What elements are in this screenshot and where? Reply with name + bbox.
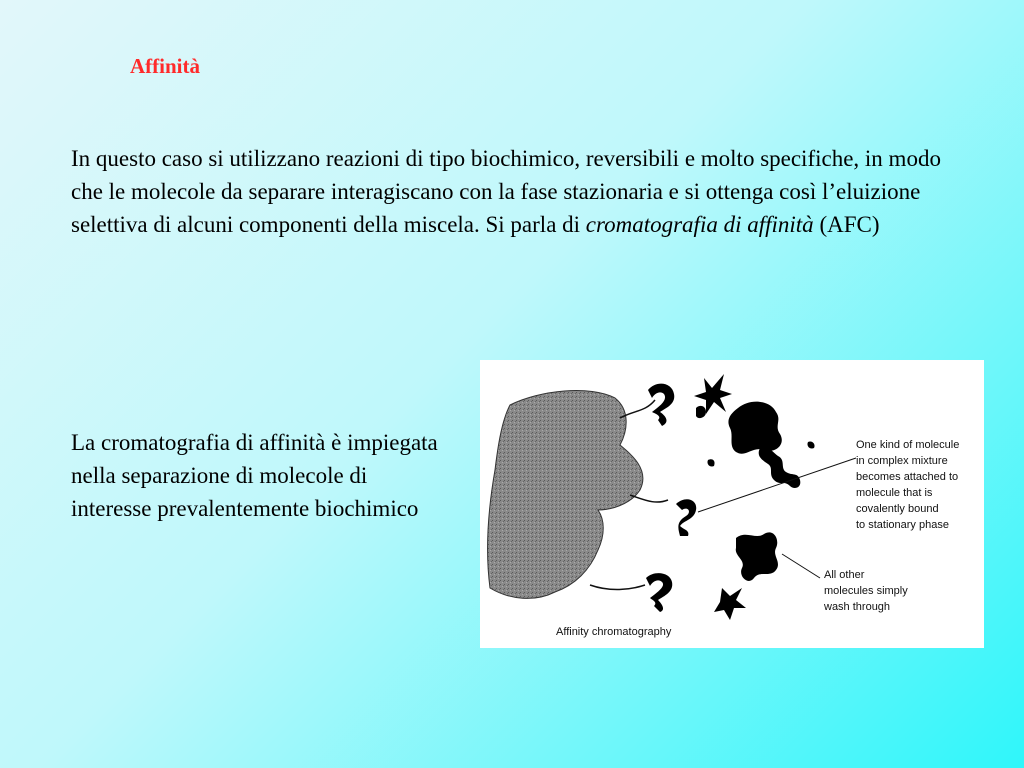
- molecule-star-middle: [736, 532, 778, 581]
- intro-text-end: (AFC): [813, 212, 880, 237]
- molecule-dot-small: [707, 459, 714, 466]
- intro-paragraph: [71, 142, 951, 241]
- affinity-chromatography-figure: [480, 360, 984, 648]
- intro-italic-term: cromatografia di affinità: [585, 212, 814, 237]
- ligand-hook-bottom: [590, 585, 645, 590]
- molecule-large-blob: [728, 402, 781, 454]
- label-other-molecules: All other molecules simply wash through: [824, 569, 908, 613]
- leader-line-others: [782, 554, 820, 578]
- label-bound-molecule: One kind of molecule in complex mixture becomes attached to molecule that is covalently bound to stationary phase: [856, 439, 960, 531]
- ligand-hook-middle: [630, 495, 668, 502]
- molecule-dot-left: [696, 406, 706, 418]
- stationary-phase-bead: [488, 391, 643, 599]
- intro-text-start: In questo caso si utilizzano reazioni di tipo biochimico, reversibili e molto specifiche, in modo che le molecole da separare interagiscano con la fase stazionaria e si ottenga così l’eluizione selettiva di alcuni componenti della miscela. Si parla di: [71, 146, 941, 237]
- hook-molecule-top: [648, 384, 674, 426]
- slide-title: Affinità: [130, 54, 200, 78]
- molecule-squiggle: [759, 447, 801, 488]
- molecule-star-bottom: [714, 588, 746, 620]
- molecule-dot-right: [807, 441, 814, 448]
- hook-molecule-bottom: [646, 573, 672, 612]
- figure-caption: Affinity chromatography: [556, 626, 672, 638]
- figure-drawing: [480, 360, 984, 648]
- hook-molecule-bound: [676, 499, 696, 536]
- ligand-hook-top: [620, 400, 655, 418]
- side-paragraph: La cromatografia di affinità è impiegata nella separazione di molecole di interesse prevalentemente biochimico: [71, 430, 438, 521]
